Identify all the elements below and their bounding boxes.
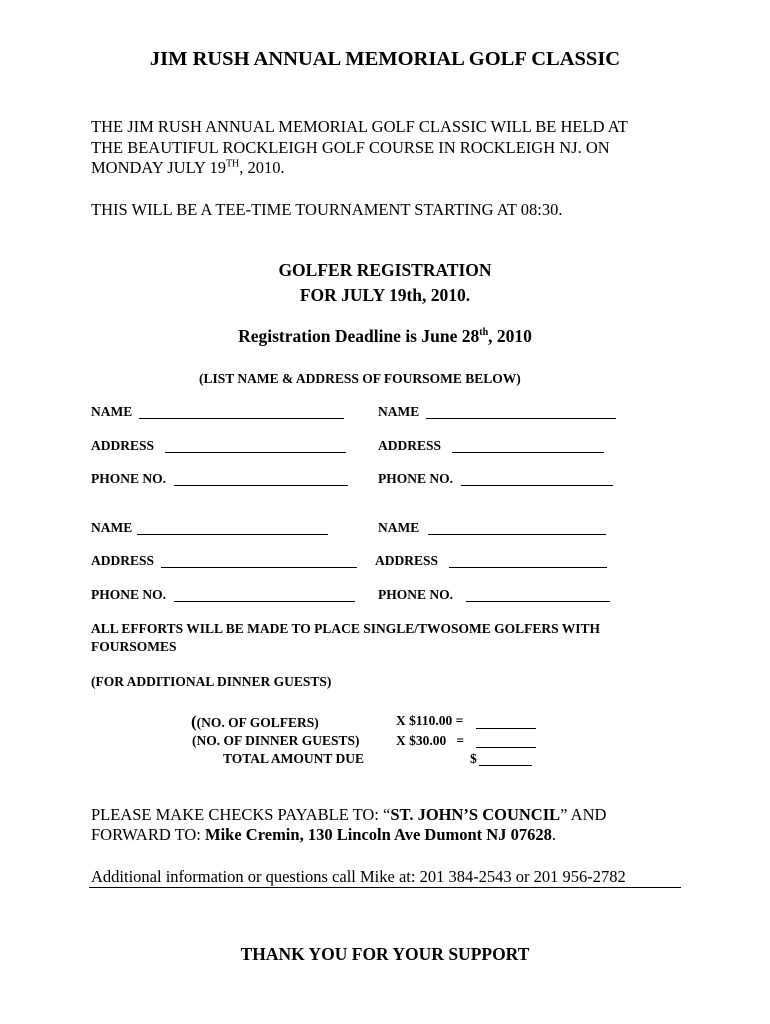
payee-name: ST. JOHN’S COUNCIL xyxy=(390,805,561,824)
page-title: JIM RUSH ANNUAL MEMORIAL GOLF CLASSIC xyxy=(149,48,621,70)
golfers-price: X $110.00 = xyxy=(396,713,464,728)
intro-line-2: THE BEAUTIFUL ROCKLEIGH GOLF COURSE IN ROCKLEIGH NJ. ON xyxy=(91,137,610,157)
phone-label-2: PHONE NO. xyxy=(378,471,454,486)
dinner-amount-field[interactable] xyxy=(476,747,536,748)
name-field-2[interactable] xyxy=(426,418,616,419)
phone-field-4[interactable] xyxy=(466,601,610,602)
name-field-1[interactable] xyxy=(139,418,344,419)
intro-line-1: THE JIM RUSH ANNUAL MEMORIAL GOLF CLASSIC WILL BE HELD AT xyxy=(91,117,628,136)
total-dollar-sign: $ xyxy=(470,751,477,766)
address-field-1[interactable] xyxy=(165,452,346,453)
total-amount-field[interactable] xyxy=(479,765,532,766)
checks-payable-line: PLEASE MAKE CHECKS PAYABLE TO: “ST. JOHN’S COUNCIL” AND xyxy=(91,805,607,824)
efforts-note: ALL EFFORTS WILL BE MADE TO PLACE SINGLE/TWOSOME GOLFERS WITH FOURSOMES xyxy=(91,621,601,654)
phone-field-3[interactable] xyxy=(174,601,355,602)
phone-field-2[interactable] xyxy=(461,485,613,486)
golfers-count-label: ((NO. OF GOLFERS) xyxy=(191,712,319,731)
address-field-4[interactable] xyxy=(449,567,607,568)
address-label-4: ADDRESS xyxy=(375,553,439,568)
forward-to-line: FORWARD TO: Mike Cremin, 130 Lincoln Ave Dumont NJ 07628. xyxy=(91,825,556,844)
tee-time-note: THIS WILL BE A TEE-TIME TOURNAMENT STARTING AT 08:30. xyxy=(91,200,563,219)
intro-date: MONDAY JULY 19 xyxy=(91,158,226,177)
contact-info: Additional information or questions call Mike at: 201 384-2543 or 201 956-2782 xyxy=(91,867,626,886)
intro-date-suffix: TH xyxy=(225,158,240,170)
golfers-amount-field[interactable] xyxy=(476,728,536,729)
name-field-4[interactable] xyxy=(428,534,606,535)
intro-paragraph xyxy=(91,117,628,179)
dinner-count-label: (NO. OF DINNER GUESTS) xyxy=(192,733,360,748)
name-field-3[interactable] xyxy=(137,534,328,535)
phone-label-4: PHONE NO. xyxy=(378,587,454,602)
dinner-price: X $30.00 = xyxy=(396,733,465,748)
intro-year: , 2010. xyxy=(239,158,285,177)
address-field-2[interactable] xyxy=(452,452,604,453)
dinner-guests-note: (FOR ADDITIONAL DINNER GUESTS) xyxy=(91,674,332,689)
thank-you-note: THANK YOU FOR YOUR SUPPORT xyxy=(240,944,530,964)
name-label-1: NAME xyxy=(91,404,133,419)
name-label-3: NAME xyxy=(91,520,133,535)
registration-heading: GOLFER REGISTRATION xyxy=(278,260,492,280)
phone-field-1[interactable] xyxy=(174,485,348,486)
contact-underline xyxy=(89,887,681,888)
name-label-2: NAME xyxy=(378,404,420,419)
registration-date: FOR JULY 19th, 2010. xyxy=(299,285,471,305)
address-label-2: ADDRESS xyxy=(378,438,442,453)
name-label-4: NAME xyxy=(378,520,420,535)
intro-line-3 xyxy=(91,158,628,179)
forward-address: Mike Cremin, 130 Lincoln Ave Dumont NJ 07628 xyxy=(205,825,552,844)
total-label: TOTAL AMOUNT DUE xyxy=(223,751,365,766)
address-label-3: ADDRESS xyxy=(91,553,155,568)
address-field-3[interactable] xyxy=(161,567,357,568)
registration-deadline: Registration Deadline is June 28th, 2010 xyxy=(238,326,532,346)
address-label-1: ADDRESS xyxy=(91,438,155,453)
phone-label-1: PHONE NO. xyxy=(91,471,167,486)
phone-label-3: PHONE NO. xyxy=(91,587,167,602)
foursome-note: (LIST NAME & ADDRESS OF FOURSOME BELOW) xyxy=(199,371,521,386)
